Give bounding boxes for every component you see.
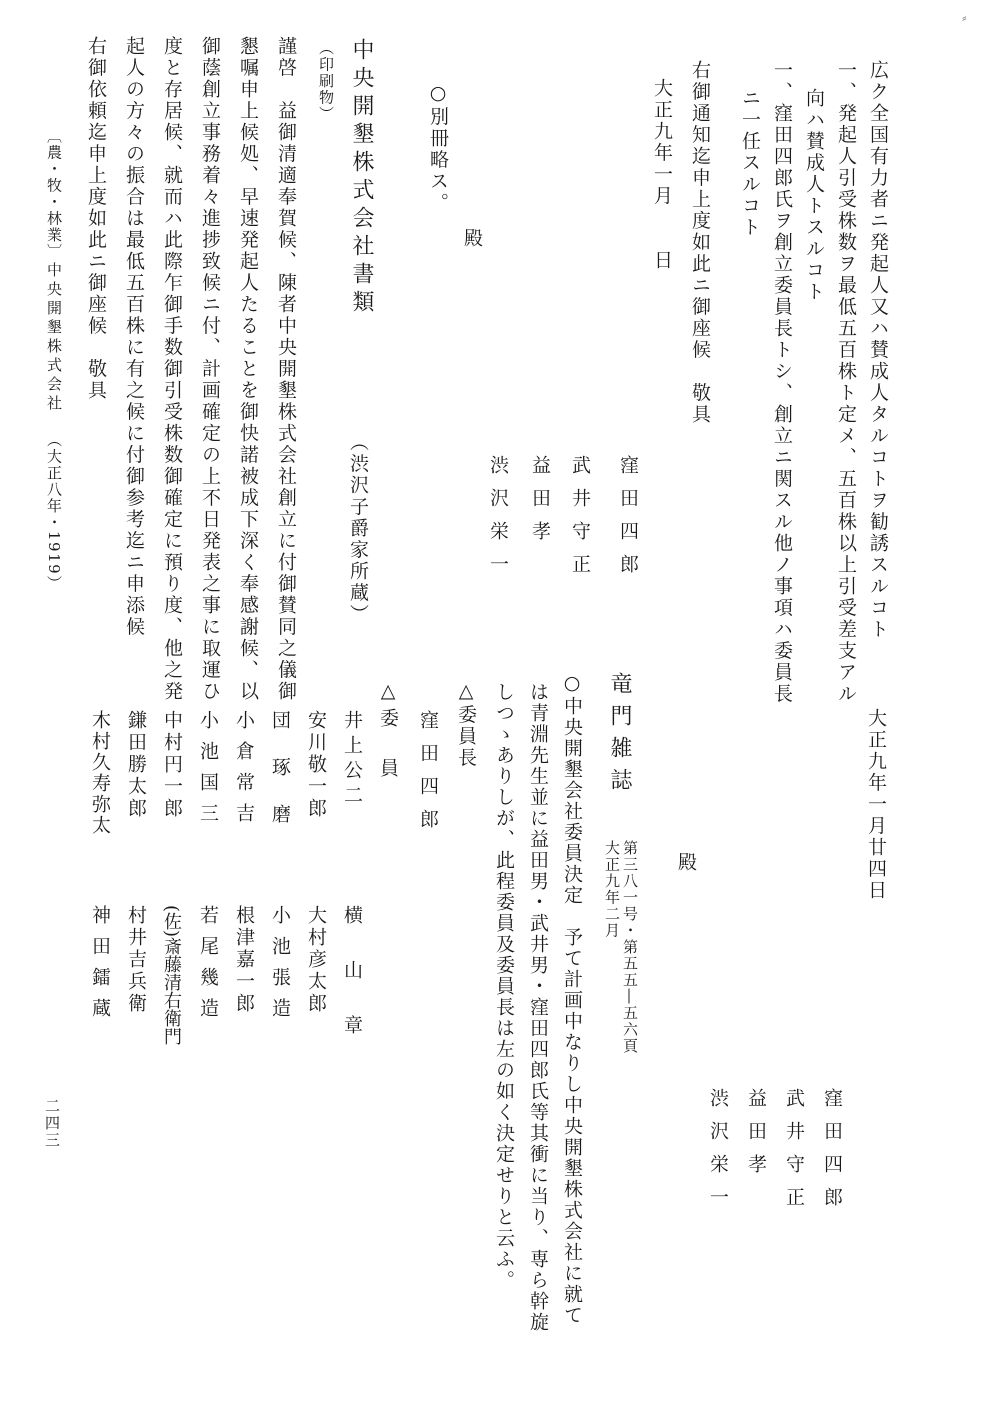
- doc1-line-5: ニ一任スルコト: [739, 88, 761, 239]
- page-number: 二四三: [43, 1098, 61, 1149]
- ryumon-body-line-1: ○中央開墾会社委員決定 予て計画中なりし中央開墾株式会社に就て: [561, 672, 583, 1326]
- member-6: 中村円一郎: [161, 710, 183, 820]
- doc1-line-1: 広ク全国有力者ニ発起人又ハ賛成人タルコトヲ勧誘スルコト: [867, 60, 889, 641]
- member-16: 神田鐳蔵: [89, 905, 111, 1029]
- doc1b-date: 大正九年一月廿四日: [865, 708, 887, 902]
- bessatsu-note: ○別冊略ス。: [427, 82, 449, 214]
- member-8: 木村久寿弥太: [89, 710, 111, 836]
- doc2-body-line-6: 右御依頼迄申上度如此ニ御座候 敬具: [85, 36, 107, 402]
- scan-mark: ⸗: [962, 10, 967, 26]
- doc1b-signer-4: 渋沢栄一: [707, 1088, 729, 1220]
- doc1-date: 大正九年一月 日: [651, 78, 673, 272]
- member-11: 小池張造: [269, 905, 291, 1029]
- member-12: 根津嘉一郎: [233, 905, 255, 1015]
- doc1-signer-1: 窪田四郎: [617, 455, 639, 587]
- member-14: (佐)斎藤清右衛門: [161, 905, 182, 1046]
- ryumon-issue: 第三八一号・第五五―五六頁: [621, 840, 639, 1055]
- doc2-body-line-3: 御蔭創立事務着々進捗致候ニ付、計画確定の上不日発表之事に取運ひ: [199, 36, 221, 703]
- ryumon-title: 竜門雑誌: [607, 672, 632, 800]
- footer-year: （大正八年・1919）: [45, 432, 63, 592]
- doc1-signer-4: 渋沢栄一: [487, 455, 509, 587]
- doc2-body-line-5: 起人の方々の振合は最低五百株に有之候に付御参考迄ニ申添候: [123, 36, 145, 638]
- ryumon-issue-date: 大正九年二月: [603, 840, 621, 939]
- doc1b-dono: 殿: [675, 852, 697, 874]
- footer-category: 〔農・牧・林業〕: [45, 128, 63, 260]
- member-1: 井上公二: [341, 710, 363, 810]
- member-5: 小池国三: [197, 710, 219, 834]
- ryumon-body-line-2: は青淵先生並に益田男・武井男・窪田四郎氏等其衝に当り、専ら幹旋: [527, 682, 549, 1333]
- doc1-signer-2: 武井守正: [569, 455, 591, 587]
- doc1b-signer-1: 窪田四郎: [821, 1088, 843, 1220]
- member-2: 安川敬一郎: [305, 710, 327, 820]
- doc1b-signer-3: 益田孝: [745, 1088, 767, 1187]
- doc1b-signer-2: 武井守正: [783, 1088, 805, 1220]
- doc2-body-line-1: 謹啓 益御清適奉賀候、陳者中央開墾株式会社創立に付御賛同之儀御: [275, 36, 297, 703]
- doc2-source: （渋沢子爵家所蔵）: [347, 432, 369, 626]
- member-9: 横山章: [341, 905, 363, 1070]
- member-13: 若尾幾造: [197, 905, 219, 1029]
- chair-label: △委員長: [455, 680, 477, 769]
- member-10: 大村彦太郎: [305, 905, 327, 1015]
- footer-company: 中央開墾株式会社: [45, 262, 63, 414]
- member-4: 小倉常吉: [233, 710, 255, 834]
- doc1-line-2: 一、発起人引受株数ヲ最低五百株ト定メ、五百株以上引受差支アル: [835, 60, 857, 705]
- member-15: 村井吉兵衛: [125, 905, 147, 1015]
- doc2-body-line-4: 度と存居候、就而ハ此際乍御手数御引受株数御確定に預り度、他之発: [161, 36, 183, 703]
- doc2-label: （印刷物）: [317, 40, 335, 123]
- doc1-dono: 殿: [461, 228, 483, 250]
- doc2-title: 中央開墾株式会社書類: [349, 38, 374, 318]
- doc1-line-3: 向ハ賛成人トスルコト: [803, 88, 825, 303]
- doc2-body-line-2: 懇嘱申上候処、早速発起人たることを御快諾被成下深く奉感謝候、以: [237, 36, 259, 703]
- members-label: △委 員: [377, 680, 399, 783]
- chair-name: 窪田四郎: [417, 710, 439, 842]
- member-3: 団琢磨: [269, 710, 291, 851]
- doc1-line-6: 右御通知迄申上度如此ニ御座候 敬具: [689, 60, 711, 426]
- doc1-line-4: 一、窪田四郎氏ヲ創立委員長トシ、創立ニ関スル他ノ事項ハ委員長: [771, 60, 793, 705]
- ryumon-body-line-3: しつゝありしが、此程委員及委員長は左の如く決定せりと云ふ。: [493, 682, 515, 1291]
- member-7: 鎌田勝太郎: [125, 710, 147, 820]
- doc1-signer-3: 益田孝: [529, 455, 551, 554]
